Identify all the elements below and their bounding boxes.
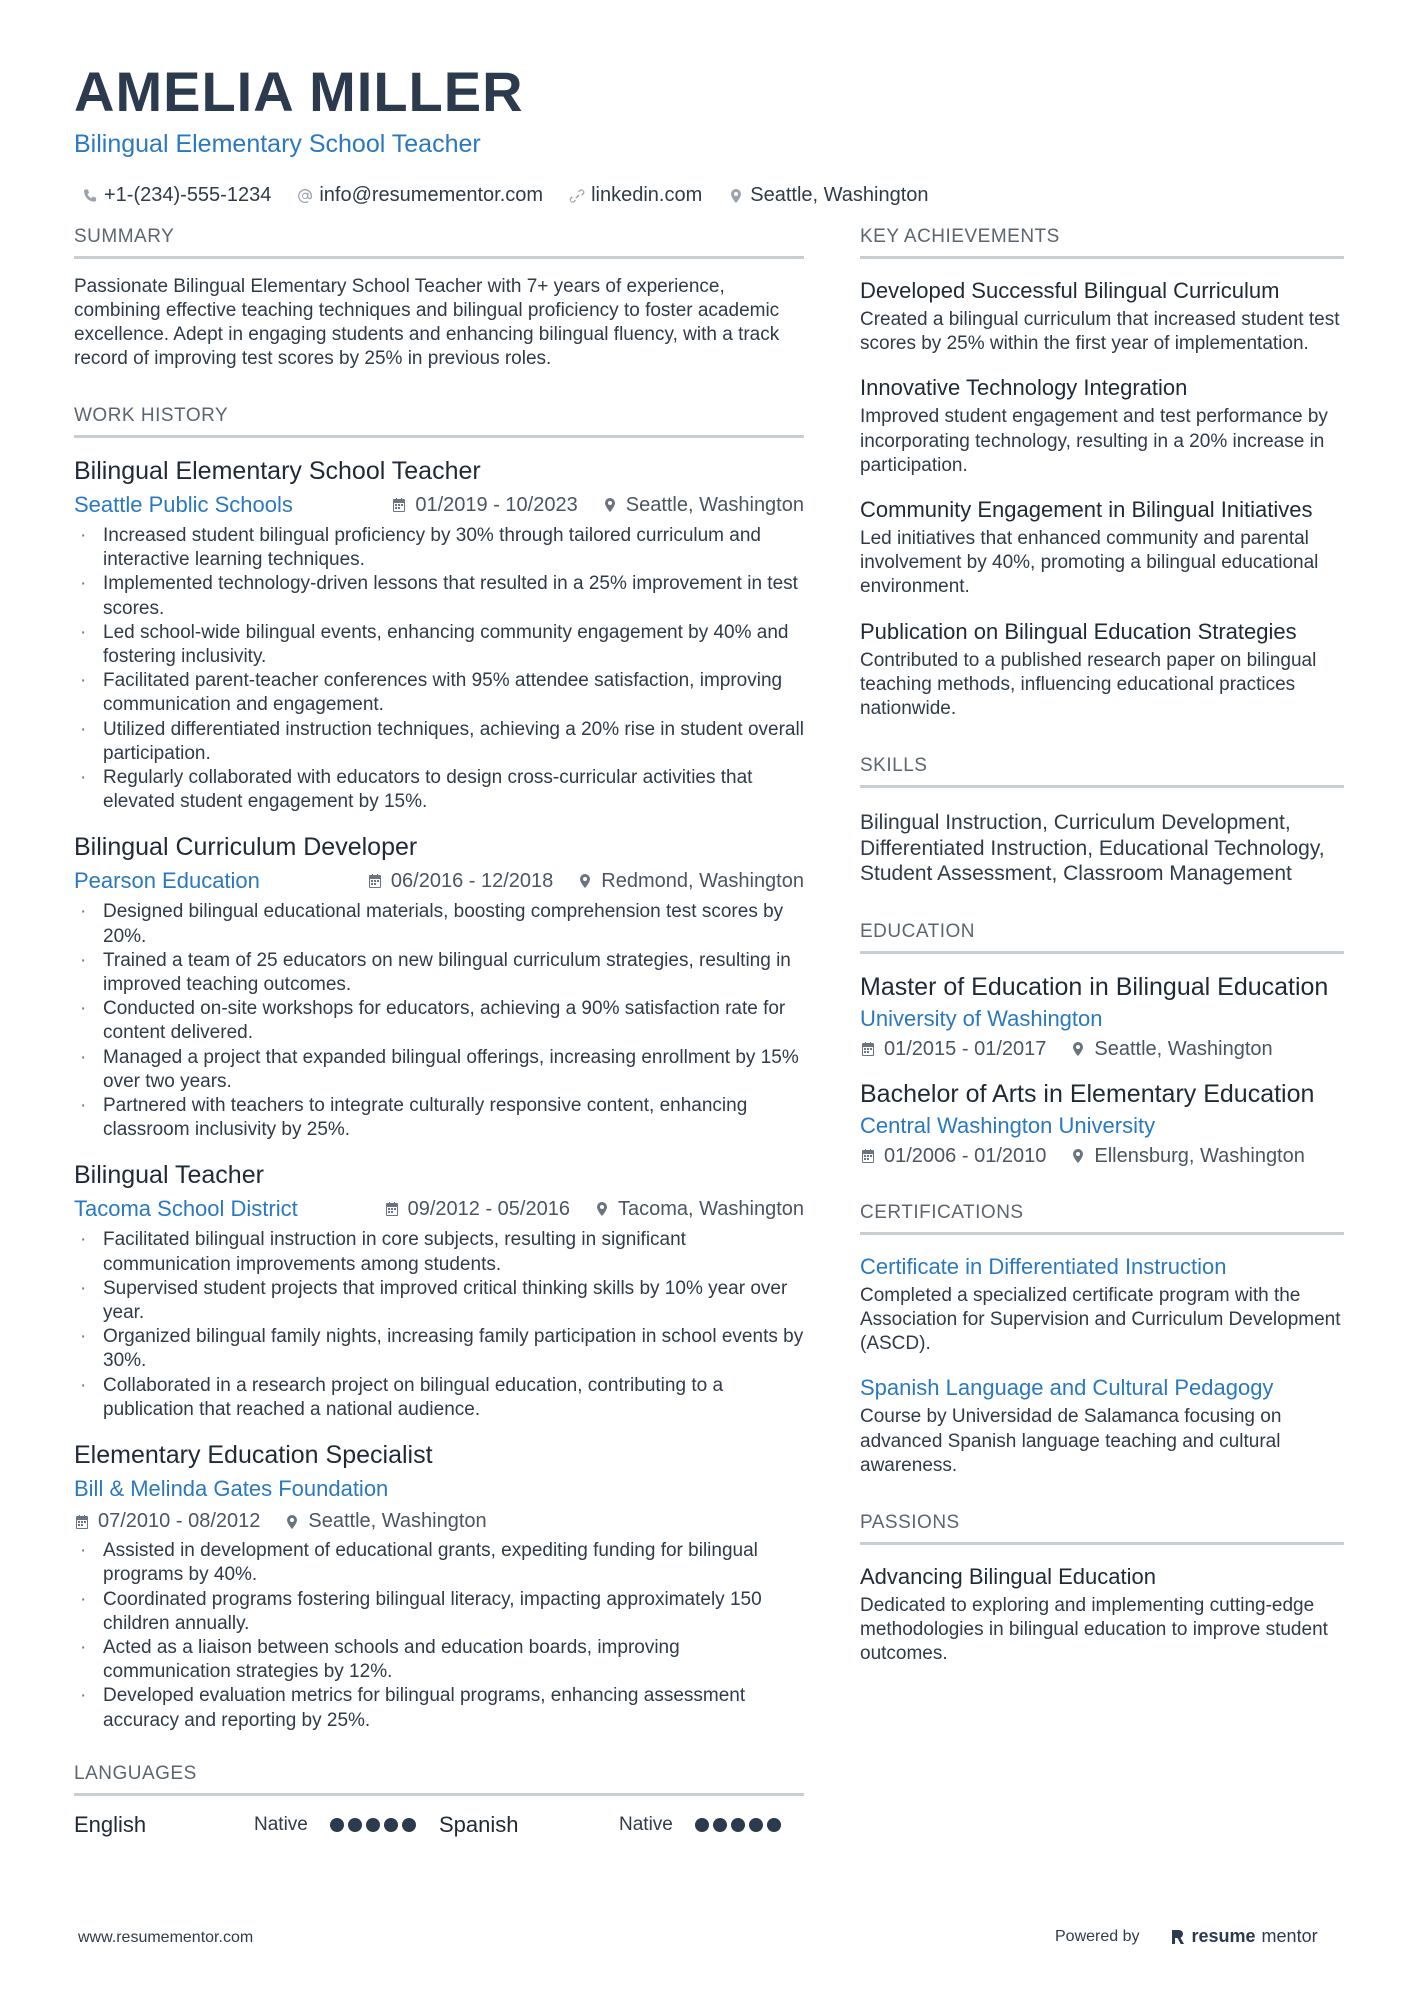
job-meta [74,492,804,518]
achievement-item [860,618,1344,722]
bullet-item: · Managed a project that expanded bilingual offerings, increasing enrollment by 15% over two years. [74,1046,804,1094]
proficiency-dot [713,1818,727,1832]
summary-heading: SUMMARY [74,226,804,259]
passion-title: Advancing Bilingual Education [860,1563,1156,1589]
job-location-text: Tacoma, Washington [617,1197,804,1220]
proficiency-dot [330,1818,344,1832]
job-dates [384,1198,570,1221]
bullet-item: · Conducted on-site workshops for educators, achieving a 90% satisfaction rate for content delivered. [74,997,804,1045]
calendar-icon [860,1041,876,1057]
education-heading: EDUCATION [860,921,1344,954]
passion-item [860,1563,1344,1667]
calendar-icon [367,873,383,889]
job-entry [74,1440,804,1733]
contact-location [728,184,928,207]
job-title: Bilingual Elementary School Teacher [74,457,481,485]
phone-text: +1-(234)-555-1234 [104,184,272,206]
bullet-item: · Collaborated in a research project on bilingual education, contributing to a publication that reached a national audience. [74,1374,804,1422]
education-location-text: Ellensburg, Washington [1094,1144,1305,1167]
contact-phone [82,184,271,207]
education-section [860,921,1344,1168]
language-item [439,1812,804,1838]
education-dates-text: 01/2006 - 01/2010 [884,1144,1047,1167]
certifications-heading: CERTIFICATIONS [860,1202,1344,1235]
language-name: Spanish [439,1811,519,1837]
job-title: Elementary Education Specialist [74,1441,433,1470]
skills-text: Bilingual Instruction, Curriculum Development, Differentiated Instruction, Educational Technology, Student Assessment, Classroom Management [860,811,1325,886]
bullet-item: · Facilitated bilingual instruction in core subjects, resulting in significant communication improvements among students. [74,1228,804,1276]
bullet-item: · Facilitated parent-teacher conferences with 95% attendee satisfaction, improving communication and engagement. [74,669,804,717]
bullet-item: · Led school-wide bilingual events, enhancing community engagement by 40% and fostering inclusivity. [74,621,804,669]
job-meta [74,1196,804,1222]
calendar-icon [74,1514,90,1530]
education-item [860,1079,1344,1168]
achievement-title: Innovative Technology Integration [860,375,1188,401]
achievement-item [860,277,1344,356]
email-text: info@resumementor.com [319,184,544,206]
job-entry [74,832,804,1142]
bullet-item: · Coordinated programs fostering bilingual literacy, impacting approximately 150 children annually. [74,1588,804,1636]
contact-bar [74,184,1334,207]
job-meta [74,868,804,894]
proficiency-dot [749,1818,763,1832]
proficiency-dot [731,1818,745,1832]
job-title: Bilingual Curriculum Developer [74,833,418,862]
contact-email[interactable] [297,184,543,207]
job-location [602,494,804,517]
language-proficiency-dots [695,1818,781,1832]
certification-title: Certificate in Differentiated Instruction [860,1253,1227,1279]
proficiency-dot [348,1818,362,1832]
bullet-item: · Increased student bilingual proficiency by 30% through tailored curriculum and interactive learning techniques. [74,524,804,572]
job-bullets [74,900,804,1142]
skills-section [860,755,1344,887]
bullet-item: · Acted as a liaison between schools and education boards, improving communication strategies by 12%. [74,1636,804,1684]
achievements-heading: KEY ACHIEVEMENTS [860,226,1344,259]
achievements-section [860,226,1344,721]
bullet-item: · Partnered with teachers to integrate culturally responsive content, enhancing classroom inclusivity by 25%. [74,1094,804,1142]
certification-item [860,1374,1344,1478]
job-company: Seattle Public Schools [74,492,293,517]
location-pin-icon [594,1201,610,1217]
bullet-item: · Regularly collaborated with educators to design cross-curricular activities that elevated student engagement by 15%. [74,766,804,814]
skills-heading: SKILLS [860,755,1344,788]
job-dates [367,870,553,893]
education-dates-text: 01/2015 - 01/2017 [884,1037,1047,1060]
certification-desc: Course by Universidad de Salamanca focusing on advanced Spanish language teaching and cultural awareness. [860,1406,1282,1476]
summary-text: Passionate Bilingual Elementary School Teacher with 7+ years of experience, combining effective teaching techniques and bilingual proficiency to foster academic excellence. Adept in engaging students and enhancing bilingual fluency, with a track record of improving test scores by 25% in previous roles. [74,276,780,369]
achievement-title: Community Engagement in Bilingual Initiatives [860,497,1313,523]
brand-name-light: mentor [1261,1926,1318,1946]
certification-item [860,1253,1344,1357]
footer-branding [1055,1926,1318,1947]
location-pin-icon [602,497,618,513]
left-column [74,226,804,1872]
job-entry [74,1160,804,1422]
job-location-text: Seattle, Washington [308,1510,487,1533]
job-dates-text: 09/2012 - 05/2016 [407,1197,570,1220]
achievement-item [860,496,1344,600]
resume-header [74,58,1334,207]
calendar-icon [860,1148,876,1164]
job-dates-text: 06/2016 - 12/2018 [390,869,554,892]
certification-title: Spanish Language and Cultural Pedagogy [860,1375,1274,1401]
job-dates [74,1510,260,1533]
education-dates [860,1038,1046,1061]
bullet-item: · Organized bilingual family nights, increasing family participation in school events by 30%. [74,1325,804,1373]
languages-section [74,1763,804,1838]
job-title: Bilingual Teacher [74,1161,264,1190]
language-item [74,1812,439,1838]
proficiency-dot [366,1818,380,1832]
calendar-icon [384,1201,400,1217]
candidate-name: AMELIA MILLER [74,60,524,123]
education-school: Central Washington University [860,1112,1156,1138]
proficiency-dot [384,1818,398,1832]
candidate-role: Bilingual Elementary School Teacher [74,130,481,158]
location-pin-icon [1070,1148,1086,1164]
location-pin-icon [284,1514,300,1530]
job-meta-secondary [74,1510,804,1533]
job-entry [74,456,804,814]
linkedin-text: linkedin.com [591,184,703,206]
achievement-desc: Created a bilingual curriculum that increased student test scores by 25% within the first year of implementation. [860,309,1340,355]
education-degree: Bachelor of Arts in Elementary Education [860,1079,1315,1108]
achievement-title: Developed Successful Bilingual Curriculum [860,278,1280,303]
job-location-text: Redmond, Washington [601,869,804,892]
certifications-section [860,1202,1344,1478]
education-school: University of Washington [860,1005,1103,1031]
achievement-desc: Led initiatives that enhanced community and parental involvement by 40%, promoting a bilingual educational environment. [860,528,1319,598]
phone-icon [82,188,98,204]
summary-section [74,226,804,371]
bullet-item: · Utilized differentiated instruction techniques, achieving a 20% rise in student overall participation. [74,718,804,766]
certification-desc: Completed a specialized certificate program with the Association for Supervision and Curriculum Development (ASCD). [860,1284,1341,1355]
brand-logo[interactable] [1170,1926,1318,1947]
education-meta [860,1145,1344,1168]
job-company: Tacoma School District [74,1196,298,1222]
achievement-desc: Improved student engagement and test performance by incorporating technology, resulting in a 20% increase in participation. [860,406,1328,476]
location-pin-icon [728,188,744,204]
education-dates [860,1145,1046,1168]
brand-name-bold: resume [1191,1926,1256,1946]
education-location [1070,1038,1272,1061]
job-location [577,870,804,893]
language-proficiency-dots [330,1818,416,1832]
right-column [860,226,1344,1701]
location-pin-icon [577,873,593,889]
bullet-item: · Implemented technology-driven lessons that resulted in a 25% improvement in test scores. [74,572,804,620]
proficiency-dot [695,1818,709,1832]
bullet-item: · Designed bilingual educational materials, boosting comprehension test scores by 20%. [74,900,804,948]
location-pin-icon [1070,1041,1086,1057]
at-icon [297,188,313,204]
job-location-text: Seattle, Washington [625,493,804,516]
proficiency-dot [402,1818,416,1832]
passions-heading: PASSIONS [860,1512,1344,1545]
languages-heading: LANGUAGES [74,1763,804,1796]
job-dates [391,494,577,517]
job-company: Bill & Melinda Gates Foundation [74,1476,389,1502]
footer-website[interactable]: www.resumementor.com [78,1929,254,1946]
powered-by-text: Powered by [1055,1927,1140,1945]
education-location-text: Seattle, Washington [1094,1037,1273,1060]
contact-linkedin[interactable] [569,184,702,207]
calendar-icon [391,497,407,513]
achievement-title: Publication on Bilingual Education Strategies [860,618,1297,644]
job-company: Pearson Education [74,868,260,894]
passion-desc: Dedicated to exploring and implementing cutting-edge methodologies in bilingual education to improve student outcomes. [860,1594,1328,1665]
passions-section [860,1512,1344,1667]
achievement-item [860,374,1344,478]
language-level: Native [619,1813,673,1835]
work-history-heading: WORK HISTORY [74,405,804,438]
bullet-item: · Trained a team of 25 educators on new bilingual curriculum strategies, resulting in improved teaching outcomes. [74,949,804,997]
bullet-item: · Supervised student projects that improved critical thinking skills by 10% year over year. [74,1277,804,1325]
achievement-desc: Contributed to a published research paper on bilingual teaching methods, influencing educational practices nationwide. [860,649,1317,720]
job-bullets [74,1228,804,1422]
link-icon [569,188,585,204]
work-history-section [74,405,804,1733]
proficiency-dot [767,1818,781,1832]
job-location [594,1198,804,1221]
job-bullets [74,1539,804,1733]
job-dates-text: 07/2010 - 08/2012 [98,1510,261,1533]
job-bullets [74,524,804,814]
job-dates-text: 01/2019 - 10/2023 [415,493,578,516]
location-text: Seattle, Washington [750,184,929,206]
languages-row [74,1812,804,1838]
job-meta [74,1476,804,1502]
job-location [284,1510,486,1533]
education-item [860,972,1344,1061]
language-level: Native [254,1813,308,1835]
resumementor-logo-icon [1170,1928,1186,1946]
education-meta [860,1038,1344,1061]
bullet-item: · Assisted in development of educational grants, expediting funding for bilingual programs by 40%. [74,1539,804,1587]
education-degree: Master of Education in Bilingual Education [860,972,1329,1001]
bullet-item: · Developed evaluation metrics for bilingual programs, enhancing assessment accuracy and reporting by 25%. [74,1684,804,1732]
education-location [1070,1145,1305,1168]
language-name: English [74,1811,147,1837]
